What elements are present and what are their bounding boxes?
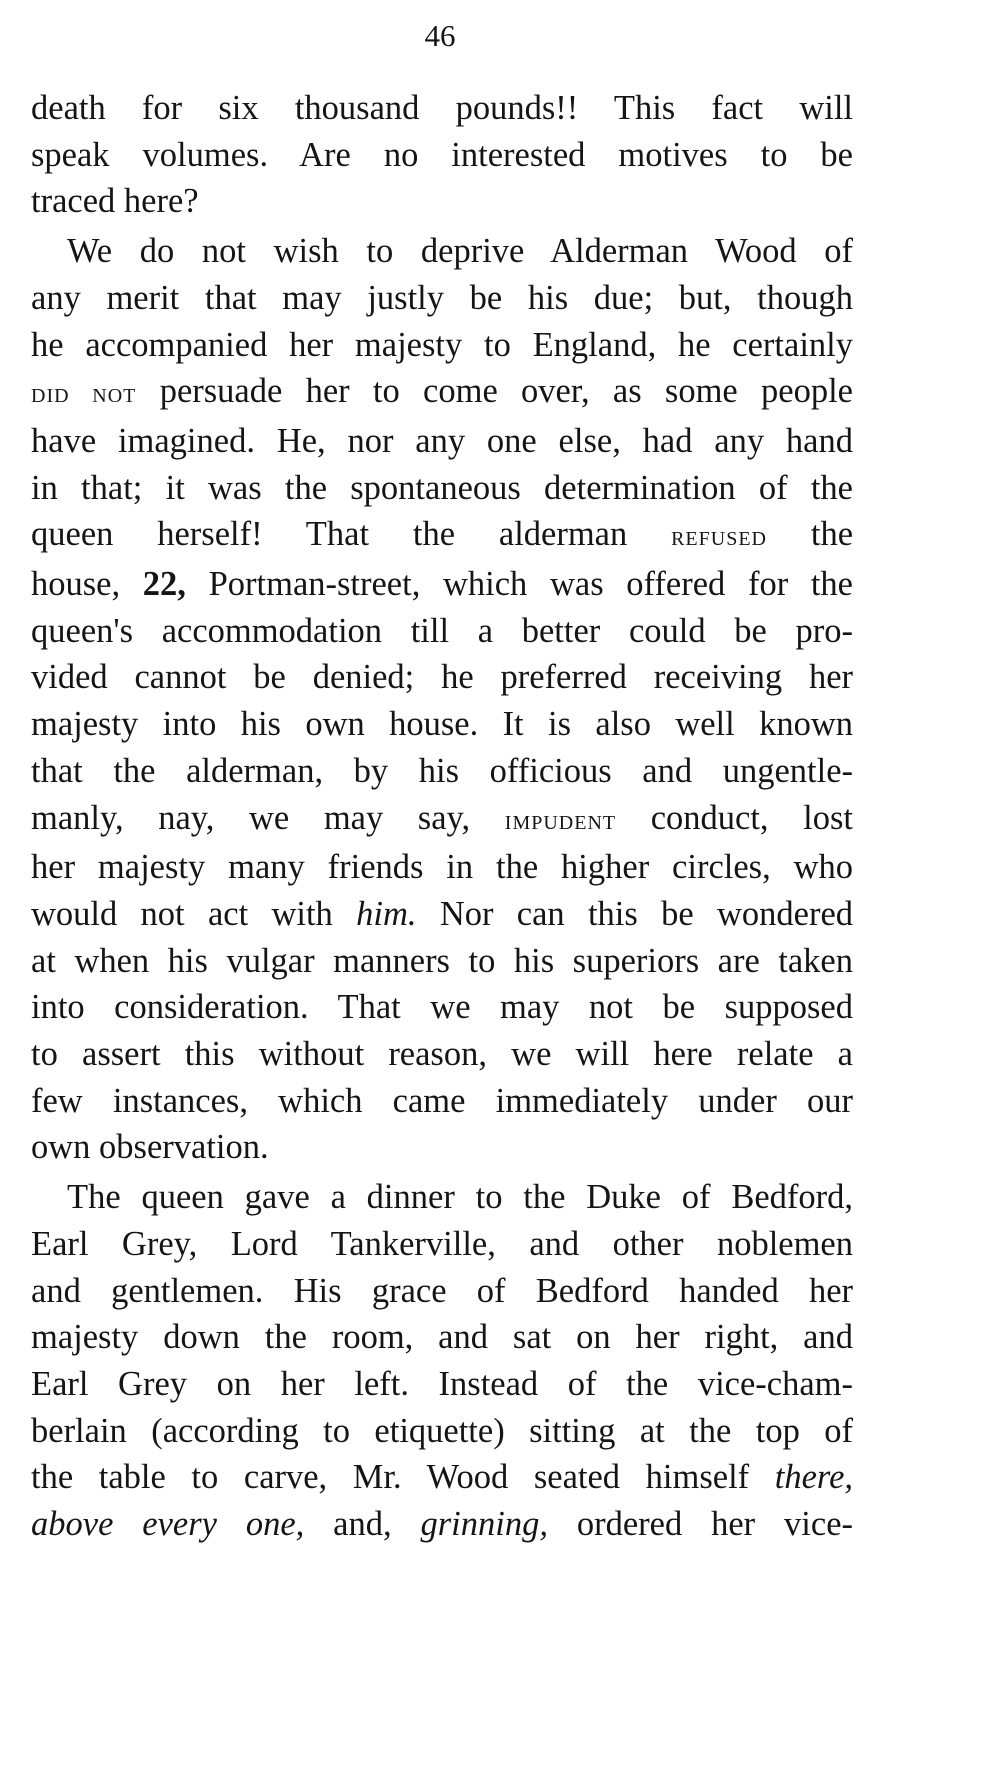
text-run: ordered her vice- bbox=[576, 1505, 854, 1544]
text-run: conduct, lost bbox=[650, 798, 853, 837]
text-line bbox=[31, 891, 853, 938]
text-line bbox=[31, 1454, 853, 1501]
italic-text: him. bbox=[356, 894, 417, 933]
body-text bbox=[31, 85, 853, 1548]
text-line: in that; it was the spontaneous determination of the bbox=[31, 468, 853, 507]
text-line: at when his vulgar manners to his superiors are taken bbox=[31, 941, 853, 980]
paragraph-3 bbox=[31, 1174, 853, 1548]
text-line: and gentlemen. His grace of Bedford handed her bbox=[31, 1271, 853, 1310]
text-run: manly, nay, we may say, bbox=[31, 798, 471, 837]
text-run: Nor can this be wondered bbox=[439, 894, 854, 933]
text-run: Portman-street, which was offered for the bbox=[208, 565, 853, 604]
text-line: death for six thousand pounds!! This fact will bbox=[31, 89, 853, 127]
house-number: 22, bbox=[142, 565, 186, 604]
text-line: Earl Grey on her left. Instead of the vice-cham- bbox=[31, 1364, 853, 1403]
text-line: We do not wish to deprive Alderman Wood of bbox=[67, 232, 853, 271]
text-line: berlain (according to etiquette) sitting at the top of bbox=[31, 1411, 853, 1450]
text-run: would not act with bbox=[31, 894, 333, 933]
text-run: queen herself! That the alderman bbox=[31, 515, 628, 554]
text-line: her majesty many friends in the higher circles, who bbox=[31, 848, 853, 887]
text-line bbox=[31, 561, 853, 608]
text-line: have imagined. He, nor any one else, had any hand bbox=[31, 421, 853, 460]
text-line: to assert this without reason, we will here relate a bbox=[31, 1035, 853, 1074]
text-line: The queen gave a dinner to the Duke of Bedford, bbox=[67, 1178, 853, 1217]
text-line: traced here? bbox=[31, 182, 199, 221]
text-line: own observation. bbox=[31, 1128, 269, 1167]
text-line: few instances, which came immediately under our bbox=[31, 1081, 853, 1120]
text-line: majesty down the room, and sat on her right, and bbox=[31, 1318, 853, 1357]
text-line: majesty into his own house. It is also well known bbox=[31, 705, 853, 744]
text-run: the bbox=[810, 515, 854, 554]
paragraph-1 bbox=[31, 85, 853, 225]
text-line bbox=[31, 511, 853, 561]
text-run: and, bbox=[333, 1505, 392, 1544]
small-caps-text: did not bbox=[31, 378, 137, 410]
text-line bbox=[31, 795, 853, 845]
italic-text: there, bbox=[774, 1458, 854, 1497]
text-line: into consideration. That we may not be supposed bbox=[31, 988, 853, 1027]
small-caps-text: impudent bbox=[504, 804, 617, 836]
text-line: any merit that may justly be his due; but, though bbox=[31, 278, 853, 317]
text-line bbox=[31, 368, 853, 418]
text-line: vided cannot be denied; he preferred receiving her bbox=[31, 658, 853, 697]
italic-text: grinning, bbox=[420, 1505, 548, 1544]
paragraph-2 bbox=[31, 228, 853, 1171]
text-line: speak volumes. Are no interested motives to be bbox=[31, 135, 853, 174]
text-line bbox=[31, 1501, 853, 1548]
text-run: the table to carve, Mr. Wood seated himself bbox=[31, 1458, 750, 1497]
italic-text: above every one, bbox=[31, 1505, 305, 1544]
text-line: that the alderman, by his officious and ungentle- bbox=[31, 751, 853, 790]
text-run: house, bbox=[31, 565, 121, 604]
text-run: persuade her to come over, as some people bbox=[159, 372, 853, 411]
small-caps-text: refused bbox=[671, 521, 767, 553]
text-line: queen's accommodation till a better could be pro- bbox=[31, 611, 853, 650]
page-number: 46 bbox=[424, 18, 456, 53]
text-line: he accompanied her majesty to England, he certainly bbox=[31, 325, 853, 364]
text-line: Earl Grey, Lord Tankerville, and other noblemen bbox=[31, 1224, 853, 1263]
